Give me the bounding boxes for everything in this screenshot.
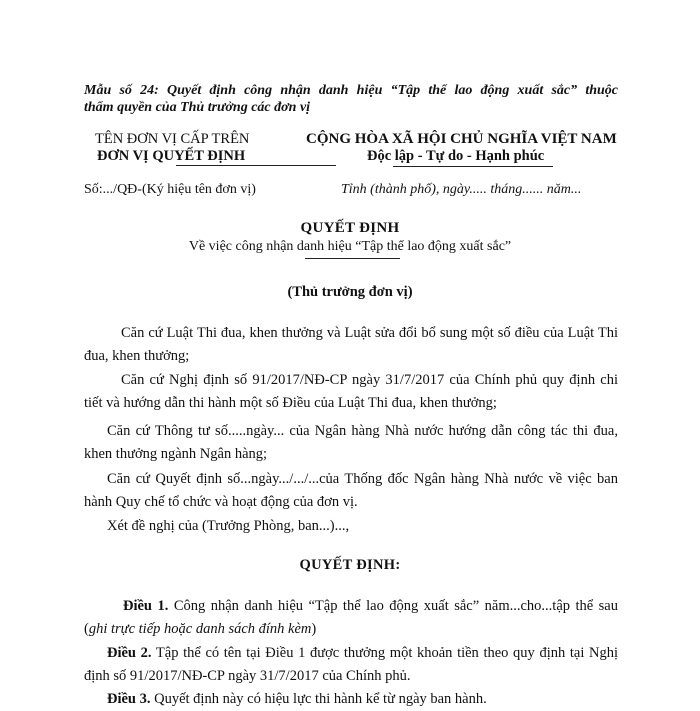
article-note: ghi trực tiếp hoặc danh sách đính kèm: [88, 621, 312, 637]
preamble-paragraph: Xét đề nghị của (Trưởng Phòng, ban...)...,: [107, 518, 350, 534]
article-label: Điều 3.: [107, 691, 151, 707]
preamble-paragraph: Căn cứ Luật Thi đua, khen thưởng và Luật sửa đổi bổ sung một số điều của Luật Thi đua, khen thưởng;: [84, 325, 618, 364]
place-date: Tỉnh (thành phố), ngày..... tháng...... năm...: [341, 182, 582, 197]
article-label: Điều 1.: [123, 598, 169, 614]
preamble-paragraph: Căn cứ Thông tư số.....ngày... của Ngân hàng Nhà nước hướng dẫn công tác thi đua, khen thưởng ngành Ngân hàng;: [84, 423, 618, 462]
article-text: Công nhận danh hiệu “Tập thể lao động xuất sắc” năm...cho...tập thể sau (: [84, 598, 618, 637]
form-title: Mẫu số 24: Quyết định công nhận danh hiệu “Tập thể lao động xuất sắc” thuộc: [84, 83, 618, 98]
deciding-unit-name: [97, 148, 245, 165]
national-motto: Độc lập - Tự do - Hạnh phúc: [367, 148, 545, 164]
article-1: [84, 595, 618, 641]
article-text: Quyết định này có hiệu lực thi hành kể từ ngày ban hành.: [150, 691, 487, 707]
article-text: Tập thể có tên tại Điều 1 được thưởng một khoản tiền theo quy định tại Nghị định số 91/2017/NĐ-CP ngày 31/7/2017 của Chính phủ.: [84, 645, 619, 684]
national-title: CỘNG HÒA XÃ HỘI CHỦ NGHĨA VIỆT NAM: [306, 131, 617, 147]
form-title-line-2: thẩm quyền của Thủ trưởng các đơn vị: [84, 100, 311, 115]
decision-heading: QUYẾT ĐỊNH:: [299, 557, 401, 573]
issuer: (Thủ trưởng đơn vị): [287, 284, 413, 300]
reference-number: Số:.../QĐ-(Ký hiệu tên đơn vị): [84, 182, 256, 197]
subject-rule: [305, 258, 400, 259]
parent-unit-name: TÊN ĐƠN VỊ CẤP TRÊN: [95, 131, 250, 147]
article-label: Điều 2.: [107, 645, 152, 661]
left-header-rule: [176, 165, 336, 166]
doc-subject: Về việc công nhận danh hiệu “Tập thể lao động xuất sắc”: [188, 239, 512, 254]
right-header-rule: [393, 166, 553, 167]
article-tail: ): [311, 621, 317, 637]
deciding-unit-suffix: QUYẾT ĐỊNH: [152, 148, 246, 164]
preamble-paragraph: Căn cứ Quyết định số...ngày.../.../...của Thống đốc Ngân hàng Nhà nước về việc ban hành Quy chế tổ chức và hoạt động của đơn vị.: [84, 471, 618, 510]
doc-title: QUYẾT ĐỊNH: [300, 220, 400, 236]
preamble-paragraph: Căn cứ Nghị định số 91/2017/NĐ-CP ngày 31/7/2017 của Chính phủ quy định chi tiết và hướng dẫn thi hành một số Điều của Luật Thi đua, khen thưởng;: [84, 372, 618, 411]
deciding-unit-prefix: ĐƠN VỊ: [97, 148, 153, 164]
article-2: [84, 642, 618, 688]
